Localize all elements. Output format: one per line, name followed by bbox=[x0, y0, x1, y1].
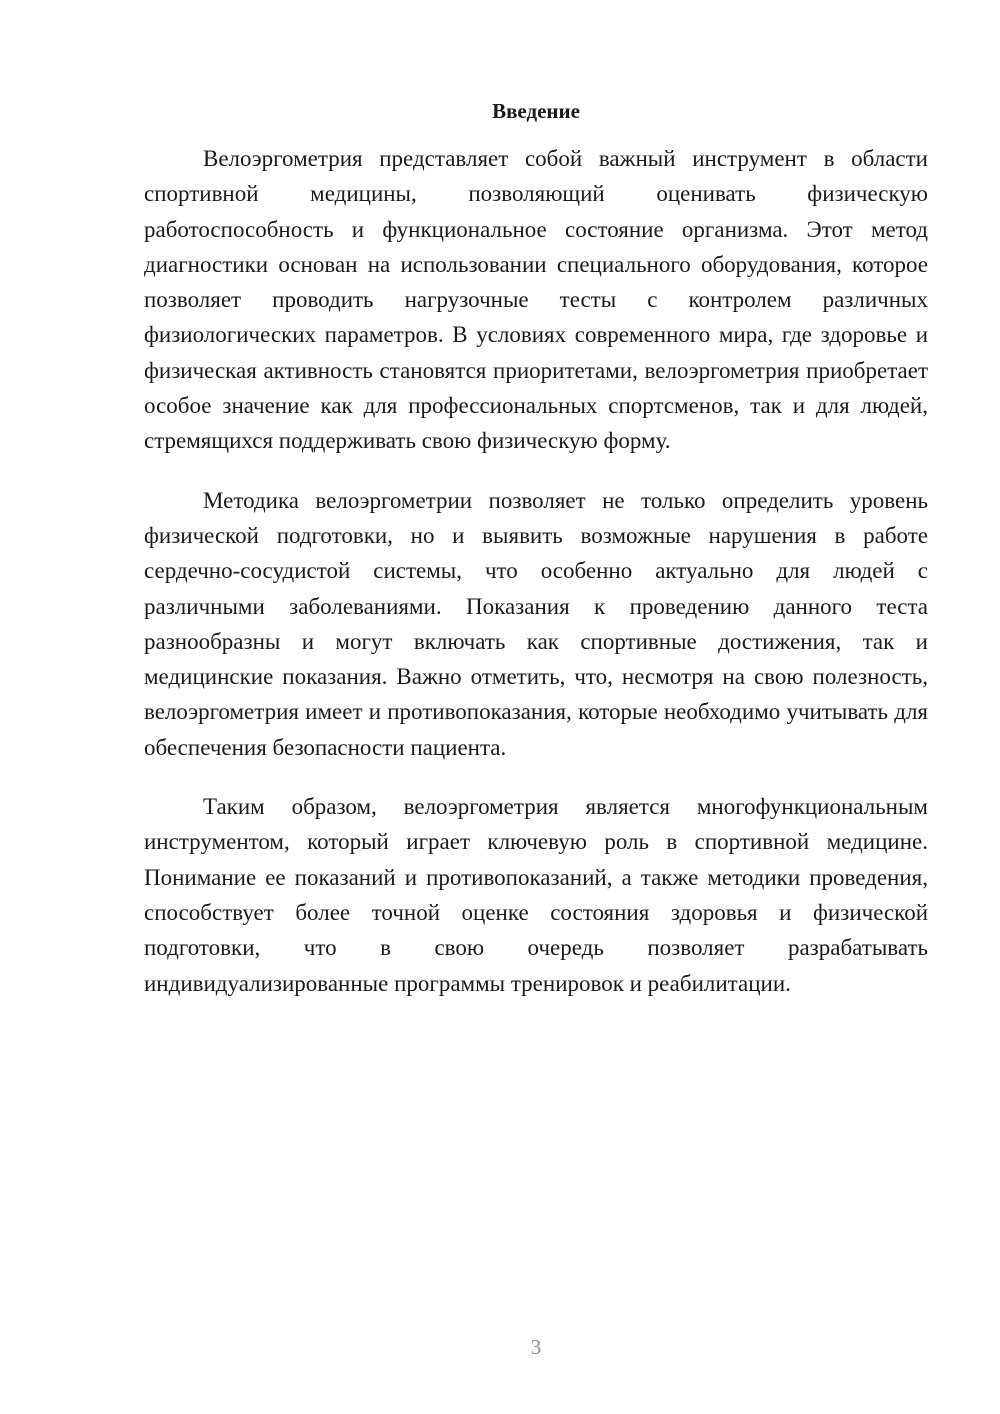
page-number: 3 bbox=[530, 1335, 542, 1359]
paragraph-2: Методика велоэргометрии позволяет не только определить уровень физической подготовки, но и выявить возможные нарушения в работе сердечно-сосудистой системы, что особенно актуально для людей с различными заболеваниями. Показания к проведению данного теста разнообразны и могут включать как спортивные достижения, так и медицинские показания. Важно отметить, что, несмотря на свою полезность, велоэргометрия имеет и противопоказания, которые необходимо учитывать для обеспечения безопасности пациента. bbox=[144, 487, 928, 760]
paragraph-1: Велоэргометрия представляет собой важный инструмент в области спортивной медицины, позволяющий оценивать физическую работоспособность и функциональное состояние организма. Этот метод диагностики основан на использовании специального оборудования, которое позволяет проводить нагрузочные тесты с контролем различных физиологических параметров. В условиях современного мира, где здоровье и физическая активность становятся приоритетами, велоэргометрия приобретает особое значение как для профессиональных спортсменов, так и для людей, стремящихся поддерживать свою физическую форму. bbox=[144, 146, 928, 454]
paragraph-3: Таким образом, велоэргометрия является многофункциональным инструментом, который играет ключевую роль в спортивной медицине. Понимание ее показаний и противопоказаний, а также методики проведения, способствует более точной оценке состояния здоровья и физической подготовки, что в свою очередь позволяет разрабатывать индивидуализированные программы тренировок и реабилитации. bbox=[144, 794, 928, 996]
section-heading: Введение bbox=[492, 99, 580, 123]
body-text bbox=[144, 141, 928, 1025]
